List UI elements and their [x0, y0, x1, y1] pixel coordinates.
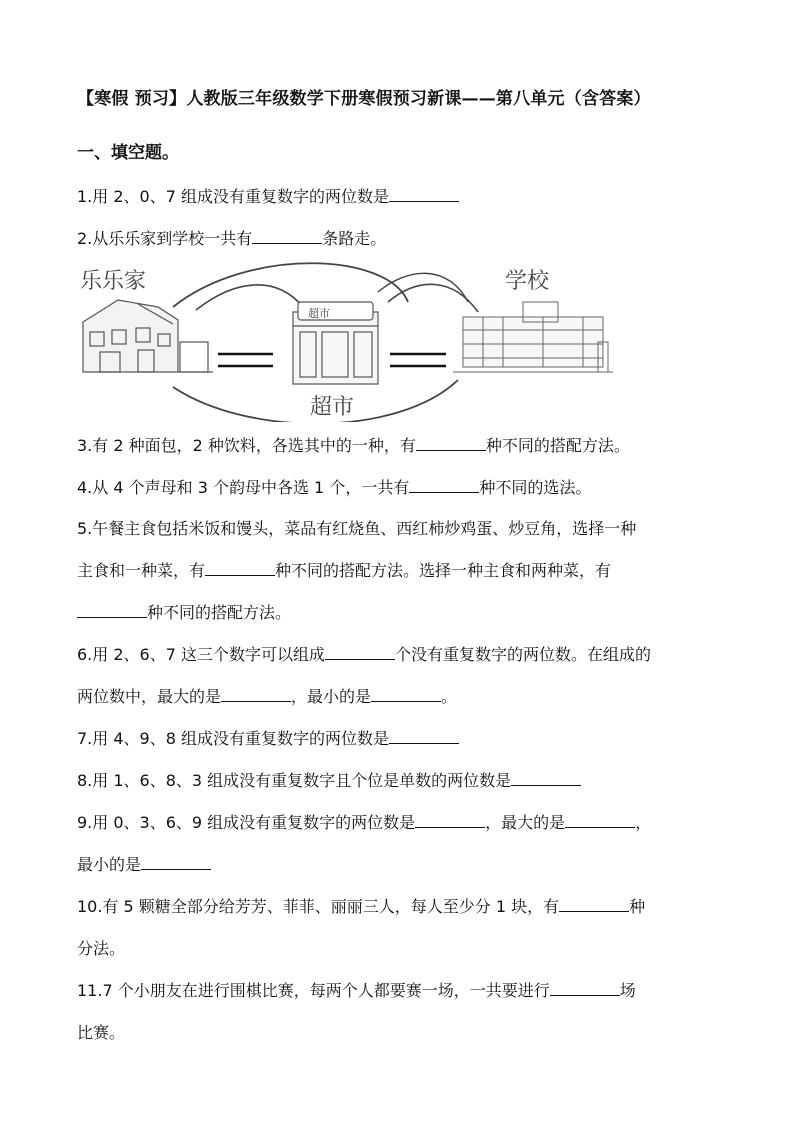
- question-text: 种不同的选法。: [479, 478, 592, 497]
- answer-blank[interactable]: [371, 684, 441, 702]
- question-6-line-1: [77, 634, 727, 676]
- question-text: 7.用 4、9、8 组成没有重复数字的两位数是: [77, 729, 389, 748]
- answer-blank[interactable]: [252, 226, 322, 244]
- answer-blank[interactable]: [409, 475, 479, 493]
- answer-blank[interactable]: [550, 978, 620, 996]
- answer-blank[interactable]: [221, 684, 291, 702]
- question-1: [77, 176, 727, 218]
- question-4: [77, 467, 727, 509]
- question-text: 场: [619, 981, 636, 1000]
- answer-blank[interactable]: [77, 600, 147, 618]
- answer-blank[interactable]: [325, 642, 395, 660]
- question-text: 条路走。: [322, 229, 387, 248]
- question-9-line-1: [77, 802, 727, 844]
- market-sign-text: 超市: [308, 307, 330, 320]
- question-9-line-2: [77, 844, 727, 886]
- question-text: 种不同的搭配方法。: [485, 436, 630, 455]
- question-text: ，最小的是: [291, 687, 372, 706]
- question-text: 最小的是: [77, 855, 142, 874]
- question-6-line-2: [77, 676, 727, 718]
- question-5-line-2: [77, 550, 727, 592]
- question-text: 主食和一种菜，有: [77, 561, 206, 580]
- school-icon: [453, 302, 613, 372]
- answer-blank[interactable]: [416, 433, 486, 451]
- question-text: 两位数中，最大的是: [77, 687, 222, 706]
- home-label: 乐乐家: [80, 269, 147, 294]
- question-11-line-2: [77, 1012, 727, 1054]
- question-text: ，: [635, 813, 652, 832]
- route-illustration: [78, 262, 618, 422]
- question-10-line-2: [77, 928, 727, 970]
- question-text: 。: [441, 687, 458, 706]
- question-text: 个没有重复数字的两位数。在组成的: [394, 645, 651, 664]
- answer-blank[interactable]: [559, 894, 629, 912]
- question-text: 10.有 5 颗糖全部分给芳芳、菲菲、丽丽三人，每人至少分 1 块，有: [77, 897, 560, 916]
- question-text: 4.从 4 个声母和 3 个韵母中各选 1 个，一共有: [77, 478, 410, 497]
- question-8: [77, 760, 727, 802]
- answer-blank[interactable]: [205, 558, 275, 576]
- question-5-line-1: [77, 508, 727, 550]
- question-text: 比赛。: [77, 1023, 126, 1042]
- answer-blank[interactable]: [565, 810, 635, 828]
- question-text: 3.有 2 种面包，2 种饮料，各选其中的一种，有: [77, 436, 416, 455]
- question-3: [77, 425, 727, 467]
- question-11-line-1: [77, 970, 727, 1012]
- question-7: [77, 718, 727, 760]
- question-text: 2.从乐乐家到学校一共有: [77, 229, 253, 248]
- question-10-line-1: [77, 886, 727, 928]
- answer-blank[interactable]: [511, 768, 581, 786]
- market-label: 超市: [310, 395, 355, 420]
- answer-blank[interactable]: [141, 852, 211, 870]
- question-text: 6.用 2、6、7 这三个数字可以组成: [77, 645, 325, 664]
- question-text: 种不同的搭配方法。: [147, 603, 292, 622]
- question-text: 9.用 0、3、6、9 组成没有重复数字的两位数是: [77, 813, 416, 832]
- section-heading: 一、填空题。: [77, 143, 179, 163]
- question-text: 5.午餐主食包括米饭和馒头，菜品有红烧鱼、西红柿炒鸡蛋、炒豆角，选择一种: [77, 519, 637, 538]
- question-text: 种不同的搭配方法。选择一种主食和两种菜，有: [275, 561, 612, 580]
- question-text: 1.用 2、0、7 组成没有重复数字的两位数是: [77, 187, 389, 206]
- question-text: 11.7 个小朋友在进行围棋比赛，每两个人都要赛一场，一共要进行: [77, 981, 550, 1000]
- question-5-line-3: [77, 592, 727, 634]
- school-label: 学校: [505, 269, 550, 294]
- answer-blank[interactable]: [389, 184, 459, 202]
- page-title: 【寒假 预习】人教版三年级数学下册寒假预习新课——第八单元（含答案）: [77, 89, 651, 109]
- house-icon: [83, 300, 213, 372]
- question-text: 分法。: [77, 939, 126, 958]
- answer-blank[interactable]: [415, 810, 485, 828]
- answer-blank[interactable]: [389, 726, 459, 744]
- question-text: 种: [629, 897, 646, 916]
- question-text: ，最大的是: [485, 813, 566, 832]
- supermarket-icon: [293, 302, 378, 384]
- question-text: 8.用 1、6、8、3 组成没有重复数字且个位是单数的两位数是: [77, 771, 512, 790]
- question-2: [77, 218, 727, 260]
